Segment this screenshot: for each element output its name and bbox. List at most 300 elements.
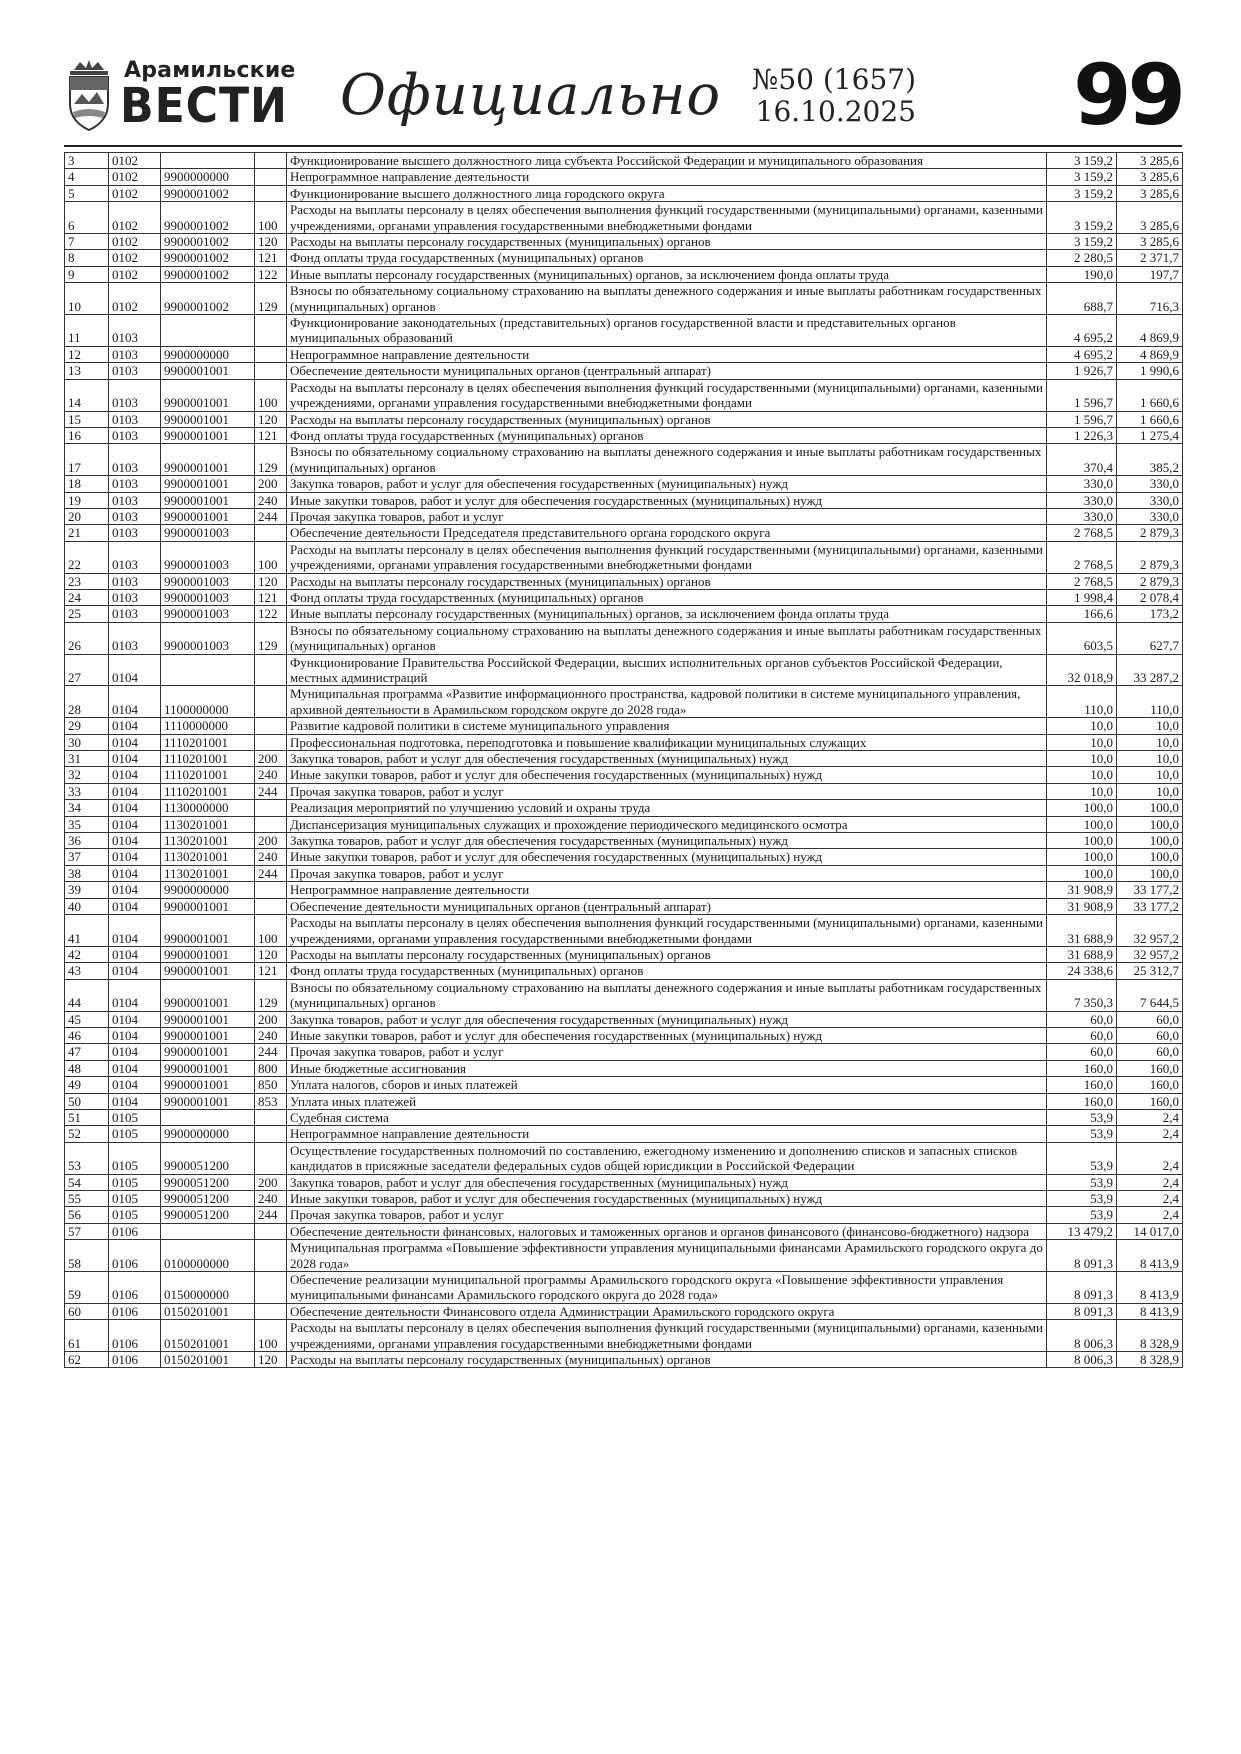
expense-type-code: 244 — [255, 1044, 287, 1060]
section-code: 0106 — [109, 1352, 161, 1368]
expense-name: Развитие кадровой политики в системе муниципального управления — [287, 718, 1047, 734]
target-article-code: 9900000000 — [161, 882, 255, 898]
amount-2026: 2 768,5 — [1047, 573, 1117, 589]
expense-name: Муниципальная программа «Повышение эффективности управления муниципальными финансами Арамильского городского округа до 2028 года» — [287, 1240, 1047, 1272]
amount-2027: 3 285,6 — [1117, 234, 1183, 250]
target-article-code: 9900001001 — [161, 444, 255, 476]
row-number: 9 — [65, 266, 109, 282]
target-article-code: 9900001001 — [161, 915, 255, 947]
target-article-code: 9900001001 — [161, 963, 255, 979]
section-code: 0102 — [109, 283, 161, 315]
amount-2027: 173,2 — [1117, 606, 1183, 622]
expense-type-code: 120 — [255, 1352, 287, 1368]
row-number: 22 — [65, 541, 109, 573]
table-row — [65, 1223, 1183, 1239]
amount-2027: 8 413,9 — [1117, 1272, 1183, 1304]
expense-name: Взносы по обязательному социальному страхованию на выплаты денежного содержания и иные выплаты работникам государственных (муниципальных) органов — [287, 283, 1047, 315]
row-number: 23 — [65, 573, 109, 589]
row-number: 39 — [65, 882, 109, 898]
expense-name: Иные выплаты персоналу государственных (муниципальных) органов, за исключением фонда оплаты труда — [287, 266, 1047, 282]
amount-2027: 7 644,5 — [1117, 979, 1183, 1011]
amount-2026: 603,5 — [1047, 622, 1117, 654]
amount-2026: 100,0 — [1047, 865, 1117, 881]
target-article-code: 9900001001 — [161, 363, 255, 379]
amount-2027: 8 328,9 — [1117, 1352, 1183, 1368]
amount-2027: 2,4 — [1117, 1207, 1183, 1223]
row-number: 47 — [65, 1044, 109, 1060]
amount-2026: 10,0 — [1047, 718, 1117, 734]
amount-2027: 33 177,2 — [1117, 898, 1183, 914]
amount-2027: 2,4 — [1117, 1191, 1183, 1207]
table-row — [65, 1207, 1183, 1223]
section-code: 0104 — [109, 1093, 161, 1109]
row-number: 16 — [65, 427, 109, 443]
amount-2027: 10,0 — [1117, 751, 1183, 767]
section-code: 0104 — [109, 816, 161, 832]
expense-type-code — [255, 882, 287, 898]
section-code: 0103 — [109, 379, 161, 411]
amount-2026: 8 006,3 — [1047, 1352, 1117, 1368]
section-code: 0104 — [109, 833, 161, 849]
table-row — [65, 315, 1183, 347]
amount-2026: 60,0 — [1047, 1044, 1117, 1060]
expense-type-code — [255, 1240, 287, 1272]
table-row — [65, 202, 1183, 234]
expense-type-code: 120 — [255, 234, 287, 250]
row-number: 5 — [65, 185, 109, 201]
amount-2027: 14 017,0 — [1117, 1223, 1183, 1239]
section-code: 0103 — [109, 411, 161, 427]
masthead — [64, 46, 1182, 144]
row-number: 44 — [65, 979, 109, 1011]
amount-2027: 3 285,6 — [1117, 202, 1183, 234]
target-article-code: 9900001003 — [161, 606, 255, 622]
row-number: 6 — [65, 202, 109, 234]
section-code: 0103 — [109, 622, 161, 654]
row-number: 13 — [65, 363, 109, 379]
row-number: 31 — [65, 751, 109, 767]
target-article-code: 9900001002 — [161, 266, 255, 282]
expense-type-code — [255, 1223, 287, 1239]
amount-2027: 8 413,9 — [1117, 1303, 1183, 1319]
amount-2026: 8 006,3 — [1047, 1320, 1117, 1352]
issue-info — [752, 64, 916, 128]
table-row — [65, 476, 1183, 492]
amount-2026: 8 091,3 — [1047, 1272, 1117, 1304]
target-article-code: 9900001001 — [161, 1044, 255, 1060]
section-code: 0104 — [109, 767, 161, 783]
table-row — [65, 283, 1183, 315]
header-rule — [64, 145, 1182, 147]
amount-2027: 1 660,6 — [1117, 379, 1183, 411]
row-number: 24 — [65, 589, 109, 605]
amount-2026: 100,0 — [1047, 800, 1117, 816]
section-title: Официально — [340, 63, 722, 128]
target-article-code: 9900001001 — [161, 427, 255, 443]
target-article-code: 0150201001 — [161, 1320, 255, 1352]
amount-2027: 385,2 — [1117, 444, 1183, 476]
target-article-code: 9900000000 — [161, 169, 255, 185]
expense-type-code: 240 — [255, 767, 287, 783]
expense-name: Обеспечение деятельности Председателя представительного органа городского округа — [287, 525, 1047, 541]
row-number: 58 — [65, 1240, 109, 1272]
expense-name: Расходы на выплаты персоналу государственных (муниципальных) органов — [287, 411, 1047, 427]
budget-table — [64, 152, 1183, 1368]
target-article-code — [161, 1223, 255, 1239]
row-number: 41 — [65, 915, 109, 947]
expense-type-code: 244 — [255, 783, 287, 799]
target-article-code: 9900001001 — [161, 898, 255, 914]
amount-2026: 53,9 — [1047, 1126, 1117, 1142]
expense-type-code: 100 — [255, 915, 287, 947]
expense-type-code: 129 — [255, 979, 287, 1011]
expense-type-code: 100 — [255, 541, 287, 573]
amount-2027: 32 957,2 — [1117, 946, 1183, 962]
issue-date: 16.10.2025 — [755, 95, 916, 128]
expense-name: Профессиональная подготовка, переподготовка и повышение квалификации муниципальных служащих — [287, 734, 1047, 750]
target-article-code: 9900001001 — [161, 508, 255, 524]
expense-name: Расходы на выплаты персоналу в целях обеспечения выполнения функций государственными (муниципальными) органами, казенными учреждениями, органами управления государственными внебюджетными фондами — [287, 202, 1047, 234]
target-article-code: 9900001001 — [161, 1060, 255, 1076]
target-article-code: 1110000000 — [161, 718, 255, 734]
row-number: 27 — [65, 654, 109, 686]
amount-2027: 100,0 — [1117, 816, 1183, 832]
expense-name: Диспансеризация муниципальных служащих и прохождение периодического медицинского осмотра — [287, 816, 1047, 832]
section-code: 0104 — [109, 734, 161, 750]
table-row — [65, 1027, 1183, 1043]
expense-type-code: 240 — [255, 1191, 287, 1207]
expense-name: Прочая закупка товаров, работ и услуг — [287, 1207, 1047, 1223]
expense-name: Иные закупки товаров, работ и услуг для обеспечения государственных (муниципальных) нужд — [287, 492, 1047, 508]
table-row — [65, 153, 1183, 169]
table-row — [65, 508, 1183, 524]
target-article-code: 9900001003 — [161, 541, 255, 573]
amount-2026: 60,0 — [1047, 1027, 1117, 1043]
table-row — [65, 444, 1183, 476]
table-row — [65, 783, 1183, 799]
expense-type-code: 122 — [255, 606, 287, 622]
table-row — [65, 963, 1183, 979]
target-article-code: 0150201001 — [161, 1303, 255, 1319]
amount-2027: 100,0 — [1117, 849, 1183, 865]
expense-name: Обеспечение деятельности муниципальных органов (центральный аппарат) — [287, 898, 1047, 914]
table-row — [65, 833, 1183, 849]
expense-name: Иные закупки товаров, работ и услуг для обеспечения государственных (муниципальных) нужд — [287, 767, 1047, 783]
target-article-code — [161, 654, 255, 686]
amount-2026: 3 159,2 — [1047, 185, 1117, 201]
target-article-code: 1130201001 — [161, 833, 255, 849]
expense-type-code: 200 — [255, 833, 287, 849]
table-row — [65, 915, 1183, 947]
amount-2027: 2,4 — [1117, 1174, 1183, 1190]
table-row — [65, 767, 1183, 783]
target-article-code: 9900001001 — [161, 1077, 255, 1093]
table-row — [65, 1109, 1183, 1125]
expense-type-code: 850 — [255, 1077, 287, 1093]
expense-name: Уплата налогов, сборов и иных платежей — [287, 1077, 1047, 1093]
amount-2026: 10,0 — [1047, 783, 1117, 799]
section-code: 0104 — [109, 979, 161, 1011]
row-number: 57 — [65, 1223, 109, 1239]
row-number: 10 — [65, 283, 109, 315]
amount-2026: 53,9 — [1047, 1109, 1117, 1125]
section-code: 0104 — [109, 898, 161, 914]
expense-type-code: 200 — [255, 476, 287, 492]
section-code: 0104 — [109, 686, 161, 718]
amount-2026: 60,0 — [1047, 1011, 1117, 1027]
expense-name: Фонд оплаты труда государственных (муниципальных) органов — [287, 250, 1047, 266]
expense-name: Функционирование Правительства Российской Федерации, высших исполнительных органов субъектов Российской Федерации, местных администраций — [287, 654, 1047, 686]
expense-name: Иные бюджетные ассигнования — [287, 1060, 1047, 1076]
row-number: 33 — [65, 783, 109, 799]
target-article-code: 9900001002 — [161, 185, 255, 201]
amount-2026: 2 768,5 — [1047, 541, 1117, 573]
amount-2026: 688,7 — [1047, 283, 1117, 315]
amount-2027: 1 990,6 — [1117, 363, 1183, 379]
target-article-code: 9900001001 — [161, 946, 255, 962]
expense-type-code — [255, 346, 287, 362]
row-number: 59 — [65, 1272, 109, 1304]
section-code: 0104 — [109, 1027, 161, 1043]
row-number: 60 — [65, 1303, 109, 1319]
expense-name: Закупка товаров, работ и услуг для обеспечения государственных (муниципальных) нужд — [287, 833, 1047, 849]
row-number: 30 — [65, 734, 109, 750]
expense-name: Расходы на выплаты персоналу государственных (муниципальных) органов — [287, 234, 1047, 250]
section-code: 0104 — [109, 1044, 161, 1060]
section-code: 0102 — [109, 266, 161, 282]
section-code: 0104 — [109, 849, 161, 865]
table-row — [65, 1303, 1183, 1319]
table-row — [65, 589, 1183, 605]
expense-type-code: 200 — [255, 1011, 287, 1027]
amount-2027: 100,0 — [1117, 865, 1183, 881]
expense-name: Обеспечение деятельности финансовых, налоговых и таможенных органов и органов финансового (финансово-бюджетного) надзора — [287, 1223, 1047, 1239]
table-row — [65, 1191, 1183, 1207]
table-row — [65, 250, 1183, 266]
expense-type-code: 244 — [255, 1207, 287, 1223]
table-row — [65, 865, 1183, 881]
section-code: 0103 — [109, 476, 161, 492]
table-row — [65, 1272, 1183, 1304]
amount-2027: 10,0 — [1117, 783, 1183, 799]
expense-name: Муниципальная программа «Развитие информационного пространства, кадровой политики в системе муниципального управления, архивной деятельности в Арамильском городском округе до 2028 года» — [287, 686, 1047, 718]
amount-2026: 24 338,6 — [1047, 963, 1117, 979]
amount-2027: 60,0 — [1117, 1044, 1183, 1060]
expense-type-code: 129 — [255, 444, 287, 476]
target-article-code: 1130201001 — [161, 865, 255, 881]
amount-2026: 10,0 — [1047, 734, 1117, 750]
table-row — [65, 411, 1183, 427]
amount-2026: 53,9 — [1047, 1174, 1117, 1190]
expense-type-code — [255, 1109, 287, 1125]
amount-2026: 1 596,7 — [1047, 379, 1117, 411]
amount-2027: 330,0 — [1117, 492, 1183, 508]
expense-type-code — [255, 153, 287, 169]
target-article-code: 9900001001 — [161, 411, 255, 427]
amount-2026: 166,6 — [1047, 606, 1117, 622]
target-article-code: 1110201001 — [161, 751, 255, 767]
amount-2026: 100,0 — [1047, 816, 1117, 832]
amount-2026: 1 998,4 — [1047, 589, 1117, 605]
logo-top-text: Арамильские — [124, 58, 296, 83]
row-number: 56 — [65, 1207, 109, 1223]
table-row — [65, 1044, 1183, 1060]
target-article-code: 9900001001 — [161, 476, 255, 492]
expense-name: Непрограммное направление деятельности — [287, 346, 1047, 362]
row-number: 12 — [65, 346, 109, 362]
amount-2027: 1 660,6 — [1117, 411, 1183, 427]
expense-type-code: 800 — [255, 1060, 287, 1076]
table-row — [65, 751, 1183, 767]
expense-type-code: 129 — [255, 283, 287, 315]
expense-type-code — [255, 363, 287, 379]
amount-2026: 53,9 — [1047, 1207, 1117, 1223]
amount-2027: 33 177,2 — [1117, 882, 1183, 898]
section-code: 0103 — [109, 541, 161, 573]
amount-2026: 31 688,9 — [1047, 946, 1117, 962]
expense-type-code: 244 — [255, 865, 287, 881]
table-row — [65, 1240, 1183, 1272]
amount-2027: 2 879,3 — [1117, 573, 1183, 589]
row-number: 7 — [65, 234, 109, 250]
expense-name: Функционирование высшего должностного лица субъекта Российской Федерации и муниципального образования — [287, 153, 1047, 169]
row-number: 18 — [65, 476, 109, 492]
target-article-code: 9900051200 — [161, 1207, 255, 1223]
table-row — [65, 734, 1183, 750]
amount-2026: 100,0 — [1047, 849, 1117, 865]
amount-2026: 32 018,9 — [1047, 654, 1117, 686]
amount-2026: 1 596,7 — [1047, 411, 1117, 427]
expense-name: Закупка товаров, работ и услуг для обеспечения государственных (муниципальных) нужд — [287, 751, 1047, 767]
table-row — [65, 946, 1183, 962]
section-code: 0104 — [109, 718, 161, 734]
expense-type-code: 200 — [255, 1174, 287, 1190]
expense-name: Иные закупки товаров, работ и услуг для обеспечения государственных (муниципальных) нужд — [287, 1027, 1047, 1043]
row-number: 28 — [65, 686, 109, 718]
amount-2027: 10,0 — [1117, 734, 1183, 750]
row-number: 54 — [65, 1174, 109, 1190]
target-article-code: 9900001002 — [161, 202, 255, 234]
expense-type-code — [255, 718, 287, 734]
table-row — [65, 1126, 1183, 1142]
expense-type-code: 120 — [255, 946, 287, 962]
expense-name: Непрограммное направление деятельности — [287, 882, 1047, 898]
section-code: 0103 — [109, 492, 161, 508]
section-code: 0105 — [109, 1207, 161, 1223]
amount-2027: 627,7 — [1117, 622, 1183, 654]
target-article-code: 9900001002 — [161, 250, 255, 266]
amount-2027: 2,4 — [1117, 1126, 1183, 1142]
expense-name: Расходы на выплаты персоналу в целях обеспечения выполнения функций государственными (муниципальными) органами, казенными учреждениями, органами управления государственными внебюджетными фондами — [287, 915, 1047, 947]
section-code: 0104 — [109, 882, 161, 898]
table-row — [65, 573, 1183, 589]
amount-2026: 370,4 — [1047, 444, 1117, 476]
table-row — [65, 525, 1183, 541]
section-code: 0103 — [109, 444, 161, 476]
target-article-code: 9900001001 — [161, 979, 255, 1011]
target-article-code: 1130000000 — [161, 800, 255, 816]
table-row — [65, 816, 1183, 832]
table-row — [65, 363, 1183, 379]
section-code: 0103 — [109, 315, 161, 347]
row-number: 11 — [65, 315, 109, 347]
target-article-code: 9900000000 — [161, 1126, 255, 1142]
table-row — [65, 541, 1183, 573]
section-code: 0106 — [109, 1320, 161, 1352]
target-article-code: 9900001001 — [161, 492, 255, 508]
amount-2026: 31 908,9 — [1047, 882, 1117, 898]
section-code: 0104 — [109, 751, 161, 767]
target-article-code: 9900001003 — [161, 622, 255, 654]
row-number: 29 — [65, 718, 109, 734]
expense-type-code — [255, 169, 287, 185]
amount-2027: 100,0 — [1117, 833, 1183, 849]
row-number: 45 — [65, 1011, 109, 1027]
section-code: 0103 — [109, 606, 161, 622]
section-code: 0103 — [109, 427, 161, 443]
amount-2026: 2 280,5 — [1047, 250, 1117, 266]
target-article-code: 9900001001 — [161, 379, 255, 411]
table-row — [65, 606, 1183, 622]
section-code: 0104 — [109, 1011, 161, 1027]
section-code: 0104 — [109, 946, 161, 962]
amount-2026: 160,0 — [1047, 1093, 1117, 1109]
expense-type-code: 122 — [255, 266, 287, 282]
section-code: 0102 — [109, 202, 161, 234]
section-code: 0105 — [109, 1126, 161, 1142]
expense-name: Фонд оплаты труда государственных (муниципальных) органов — [287, 963, 1047, 979]
amount-2027: 100,0 — [1117, 800, 1183, 816]
amount-2027: 1 275,4 — [1117, 427, 1183, 443]
budget-table-body — [65, 153, 1183, 1368]
section-code: 0102 — [109, 169, 161, 185]
expense-name: Иные закупки товаров, работ и услуг для обеспечения государственных (муниципальных) нужд — [287, 1191, 1047, 1207]
amount-2026: 100,0 — [1047, 833, 1117, 849]
target-article-code: 9900001001 — [161, 1011, 255, 1027]
amount-2026: 7 350,3 — [1047, 979, 1117, 1011]
amount-2026: 330,0 — [1047, 508, 1117, 524]
table-row — [65, 427, 1183, 443]
expense-type-code: 120 — [255, 411, 287, 427]
amount-2027: 8 328,9 — [1117, 1320, 1183, 1352]
row-number: 61 — [65, 1320, 109, 1352]
table-row — [65, 1142, 1183, 1174]
expense-type-code — [255, 315, 287, 347]
expense-name: Взносы по обязательному социальному страхованию на выплаты денежного содержания и иные выплаты работникам государственных (муниципальных) органов — [287, 622, 1047, 654]
expense-type-code — [255, 654, 287, 686]
row-number: 50 — [65, 1093, 109, 1109]
table-row — [65, 185, 1183, 201]
amount-2027: 330,0 — [1117, 508, 1183, 524]
section-code: 0102 — [109, 250, 161, 266]
expense-type-code — [255, 185, 287, 201]
table-row — [65, 849, 1183, 865]
amount-2026: 2 768,5 — [1047, 525, 1117, 541]
row-number: 48 — [65, 1060, 109, 1076]
amount-2027: 25 312,7 — [1117, 963, 1183, 979]
target-article-code: 0150000000 — [161, 1272, 255, 1304]
expense-name: Функционирование высшего должностного лица городского округа — [287, 185, 1047, 201]
amount-2027: 10,0 — [1117, 718, 1183, 734]
expense-type-code — [255, 898, 287, 914]
expense-type-code: 853 — [255, 1093, 287, 1109]
target-article-code: 9900000000 — [161, 346, 255, 362]
row-number: 37 — [65, 849, 109, 865]
table-row — [65, 1077, 1183, 1093]
section-code: 0103 — [109, 508, 161, 524]
expense-name: Иные закупки товаров, работ и услуг для обеспечения государственных (муниципальных) нужд — [287, 849, 1047, 865]
row-number: 49 — [65, 1077, 109, 1093]
